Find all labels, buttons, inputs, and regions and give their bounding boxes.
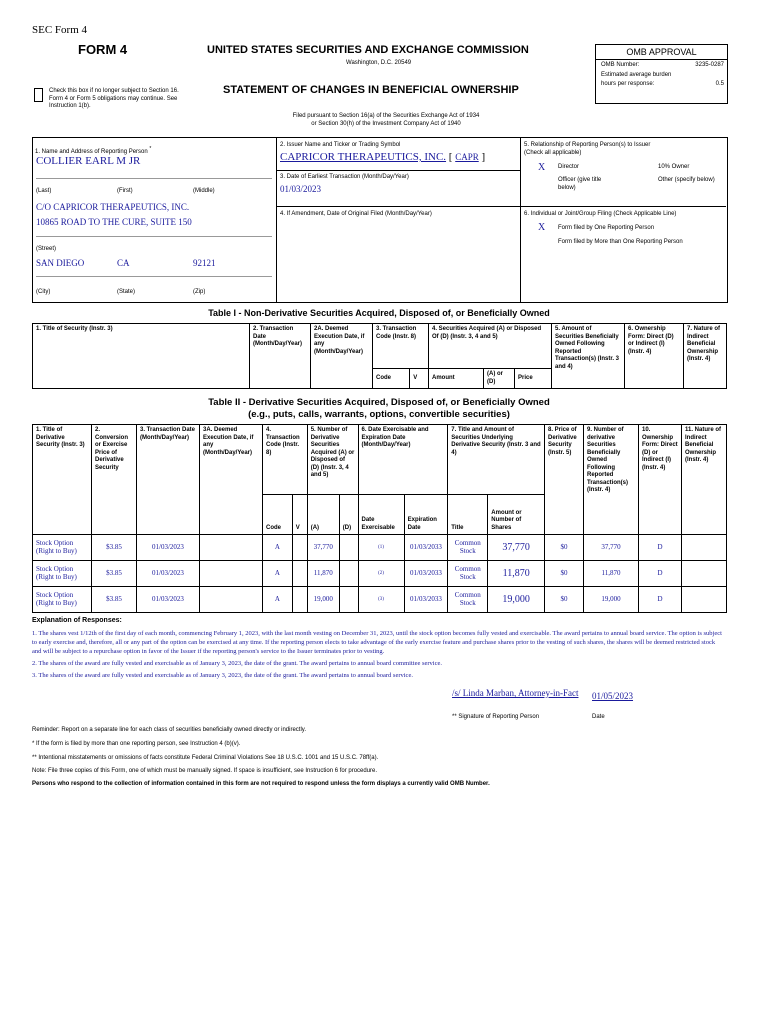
director-mark[interactable]: X [538, 162, 546, 173]
t1-h2: 2. Transaction Date (Month/Day/Year) [250, 324, 311, 389]
t1-code: Code [373, 369, 410, 389]
t2-r1-date: 01/03/2023 [137, 535, 200, 561]
t2-h1: 1. Title of Derivative Security (Instr. 3) [33, 425, 92, 535]
t2-expiration-date: Expiration Date [404, 495, 448, 535]
omb-number-row [596, 60, 727, 70]
t2-r3-date: 01/03/2023 [137, 587, 200, 613]
t2-r2-code: A [263, 561, 293, 587]
t2-r2-f10: D [639, 561, 682, 587]
signature: /s/ Linda Marban, Attorney-in-Fact [452, 688, 579, 698]
city-label: (City) [36, 289, 51, 295]
t2-r2-price: $3.85 [92, 561, 137, 587]
t2-r3-a: 19,000 [307, 587, 339, 613]
t2-h3: 3. Transaction Date (Month/Day/Year) [137, 425, 200, 535]
statement-title: STATEMENT OF CHANGES IN BENEFICIAL OWNERSHIP [223, 84, 519, 96]
box4-label: 4. If Amendment, Date of Original Filed (Month/Day/Year) [280, 211, 432, 217]
t2-r2-ex: (2) [358, 561, 404, 587]
t2-h8: 8. Price of Derivative Security (Instr. 5) [545, 425, 584, 535]
t2-r2-d [339, 561, 358, 587]
address-line-1: C/O CAPRICOR THERAPEUTICS, INC. [36, 202, 190, 212]
t2-r3-n9: 19,000 [584, 587, 639, 613]
t2-r2-exp: 01/03/2033 [404, 561, 448, 587]
t2-r3-v [292, 587, 307, 613]
t2-r2-v [292, 561, 307, 587]
t2-r2-a: 11,870 [307, 561, 339, 587]
sec-form-label: SEC Form 4 [32, 24, 88, 36]
t2-r3-price: $3.85 [92, 587, 137, 613]
commission-title: UNITED STATES SECURITIES AND EXCHANGE COMMISSION [207, 44, 529, 56]
table2 [32, 424, 727, 613]
footer-violations: ** Intentional misstatements or omissions of facts constitute Federal Criminal Violations See 18 U.S.C. 1001 and 15 U.S.C. 78ff(a). [32, 755, 379, 761]
t2-v: V [292, 495, 307, 535]
t2-title: Title [448, 495, 488, 535]
box5-label: 5. Relationship of Reporting Person(s) to Issuer [524, 142, 651, 148]
t2-r1-ut: Common Stock [448, 535, 488, 561]
footer-note: Note: File three copies of this Form, one of which must be manually signed. If space is insufficient, see Instruction 6 for procedure. [32, 768, 378, 774]
t2-r3-deemed [200, 587, 263, 613]
t2-h5: 5. Number of Derivative Securities Acquired (A) or Disposed of (D) (Instr. 3, 4 and 5) [307, 425, 358, 495]
form-title: FORM 4 [78, 42, 128, 57]
t1-h4: 4. Securities Acquired (A) or Disposed Of (D) (Instr. 3, 4 and 5) [429, 324, 552, 369]
filed-line-1: Filed pursuant to Section 16(a) of the Securities Exchange Act of 1934 [292, 113, 480, 119]
director-label: Director [558, 164, 580, 170]
table2-title-2: (e.g., puts, calls, warrants, options, convertible securities) [248, 409, 510, 420]
box2-label: 2. Issuer Name and Ticker or Trading Symbol [280, 142, 401, 148]
table-row [33, 561, 727, 587]
t2-h10: 10. Ownership Form: Direct (D) or Indirect (I) (Instr. 4) [639, 425, 682, 535]
t2-r2-f11 [682, 561, 727, 587]
t2-r3-exp: 01/03/2033 [404, 587, 448, 613]
t2-a: (A) [307, 495, 339, 535]
t2-r1-p8: $0 [545, 535, 584, 561]
filed-line-2: or Section 30(h) of the Investment Company Act of 1940 [311, 120, 461, 127]
box5-sublabel: (Check all applicable) [524, 150, 582, 156]
t2-r3-f11 [682, 587, 727, 613]
more-persons-label: Form filed by More than One Reporting Person [558, 239, 683, 245]
t2-date-exercisable: Date Exercisable [358, 495, 404, 535]
t2-r2-title: Stock Option (Right to Buy) [33, 561, 92, 587]
t1-h2a: 2A. Deemed Execution Date, if any (Month/Day/Year) [311, 324, 373, 389]
zip-value: 92121 [193, 258, 216, 268]
omb-number-value: 3235-0287 [695, 62, 724, 68]
omb-burden: Estimated average burden [601, 71, 672, 78]
t1-h3: 3. Transaction Code (Instr. 8) [373, 324, 429, 369]
table1-title: Table I - Non-Derivative Securities Acquired, Disposed of, or Beneficially Owned [208, 308, 550, 318]
table2-title-1: Table II - Derivative Securities Acquired, Disposed of, or Beneficially Owned [208, 397, 550, 408]
t2-r3-code: A [263, 587, 293, 613]
t2-r1-price: $3.85 [92, 535, 137, 561]
signature-date: 01/05/2023 [592, 691, 634, 701]
t2-r1-ex: (1) [358, 535, 404, 561]
t2-code: Code [263, 495, 293, 535]
t2-d: (D) [339, 495, 358, 535]
t2-r1-code: A [263, 535, 293, 561]
first-label: (First) [117, 188, 133, 194]
box3-label: 3. Date of Earliest Transaction (Month/Day/Year) [280, 174, 409, 180]
t2-amount-shares: Amount or Number of Shares [488, 495, 545, 535]
state-value: CA [117, 258, 130, 268]
t2-r1-f11 [682, 535, 727, 561]
t2-r3-f10: D [639, 587, 682, 613]
explanation-3: 3. The shares of the award are fully vested and exercisable as of January 3, 2023, the date of the grant. The award pertains to annual board service. [32, 672, 413, 679]
street-label: (Street) [36, 246, 57, 252]
ticker-symbol: CAPR [455, 152, 479, 162]
omb-hours-row [596, 79, 727, 89]
explanation-1: 1. The shares vest 1/12th of the first day of each month, commencing February 1, 2023, with the last month vesting on December 31, 2023, until the stock option becomes fully vested and exercisable. The award pertains to annual board service. The option is subject to early exercise and, therefore, all or any part of the option can be exercised at any time. If the reporting person elects to take advantage of the early exercise feature and purchase shares prior to the vesting of such shares, the shares will be deemed restricted stock and will be subject to a repurchase option in favor of the Issuer if the reporting person's service to the Issuer terminates prior to vesting. [32, 630, 722, 655]
t2-r2-date: 01/03/2023 [137, 561, 200, 587]
t2-r1-v [292, 535, 307, 561]
address-line-2: 10865 ROAD TO THE CURE, SUITE 150 [36, 217, 192, 227]
date-label: Date [592, 714, 605, 720]
t2-r3-ex: (3) [358, 587, 404, 613]
state-label: (State) [117, 289, 136, 295]
ticker-open: [ [448, 151, 453, 163]
ten-percent-owner-label: 10% Owner [658, 164, 690, 170]
table2-title [32, 397, 726, 421]
box6-label: 6. Individual or Joint/Group Filing (Check Applicable Line) [524, 211, 677, 217]
zip-label: (Zip) [193, 289, 206, 295]
t2-r3-p8: $0 [545, 587, 584, 613]
t2-r3-title: Stock Option (Right to Buy) [33, 587, 92, 613]
section16-checkbox[interactable] [34, 88, 43, 102]
one-person-mark[interactable]: X [538, 222, 546, 233]
t2-r3-ua: 19,000 [488, 587, 545, 613]
footer-multiple-persons: * If the form is filed by more than one reporting person, see Instruction 4 (b)(v). [32, 741, 241, 747]
one-person-label: Form filed by One Reporting Person [558, 225, 655, 231]
omb-title: OMB APPROVAL [596, 45, 727, 60]
earliest-transaction-date: 01/03/2023 [280, 184, 322, 194]
section16-text: Check this box if no longer subject to Section 16. Form 4 or Form 5 obligations may continue. See Instruction 1(b). [49, 88, 179, 109]
t1-h5: 5. Amount of Securities Beneficially Owned Following Reported Transaction(s) (Instr. 3 and 4) [552, 324, 625, 389]
filed-pursuant [268, 113, 504, 128]
t2-r2-deemed [200, 561, 263, 587]
table-row [33, 587, 727, 613]
t2-h7: 7. Title and Amount of Securities Underlying Derivative Security (Instr. 3 and 4) [448, 425, 545, 495]
t2-h4: 4. Transaction Code (Instr. 8) [263, 425, 308, 495]
t2-r2-p8: $0 [545, 561, 584, 587]
table-row [33, 535, 727, 561]
t2-r1-deemed [200, 535, 263, 561]
t2-r1-ua: 37,770 [488, 535, 545, 561]
box1-label: 1. Name and Address of Reporting Person * [35, 146, 152, 155]
t1-amount: Amount [429, 369, 484, 389]
issuer-name-text: CAPRICOR THERAPEUTICS, INC. [280, 151, 447, 163]
t2-r1-d [339, 535, 358, 561]
omb-hours-label: hours per response: [601, 81, 655, 87]
table1 [32, 323, 727, 389]
officer-label: Officer (give title below) [558, 177, 602, 191]
issuer-name [280, 151, 485, 163]
t1-h1: 1. Title of Security (Instr. 3) [33, 324, 250, 389]
t1-h6: 6. Ownership Form: Direct (D) or Indirect (I) (Instr. 4) [625, 324, 684, 389]
t2-r3-ut: Common Stock [448, 587, 488, 613]
city-value: SAN DIEGO [36, 258, 85, 268]
omb-hours-value: 0.5 [715, 81, 724, 87]
omb-approval-box [595, 44, 728, 104]
footer-reminder: Reminder: Report on a separate line for each class of securities beneficially owned directly or indirectly. [32, 727, 307, 733]
t2-h6: 6. Date Exercisable and Expiration Date (Month/Day/Year) [358, 425, 448, 495]
t2-h11: 11. Nature of Indirect Beneficial Ownership (Instr. 4) [682, 425, 727, 535]
last-label: (Last) [36, 188, 52, 194]
t2-r1-f10: D [639, 535, 682, 561]
t2-h3a: 3A. Deemed Execution Date, if any (Month/Day/Year) [200, 425, 263, 535]
other-label: Other (specify below) [658, 177, 715, 183]
explanation-title: Explanation of Responses: [32, 617, 122, 624]
t1-h7: 7. Nature of Indirect Beneficial Ownership (Instr. 4) [684, 324, 727, 389]
t2-r1-exp: 01/03/2033 [404, 535, 448, 561]
t1-a-or-d: (A) or (D) [484, 369, 515, 389]
reporting-person-name: COLLIER EARL M JR [36, 155, 141, 167]
t1-v: V [410, 369, 429, 389]
t2-r1-a: 37,770 [307, 535, 339, 561]
middle-label: (Middle) [193, 188, 215, 194]
t2-r2-n9: 11,870 [584, 561, 639, 587]
ticker-close: ] [481, 151, 486, 163]
t2-r2-ut: Common Stock [448, 561, 488, 587]
footer-omb-notice: Persons who respond to the collection of information contained in this form are not required to respond unless the form displays a currently valid OMB Number. [32, 781, 490, 787]
omb-number-label: OMB Number: [601, 62, 640, 68]
t2-h9: 9. Number of derivative Securities Beneficially Owned Following Reported Transaction(s) (Instr. 4) [584, 425, 639, 535]
t1-price: Price [515, 369, 552, 389]
signature-label: ** Signature of Reporting Person [452, 714, 540, 720]
t2-r3-d [339, 587, 358, 613]
t2-r1-n9: 37,770 [584, 535, 639, 561]
t2-h2: 2. Conversion or Exercise Price of Derivative Security [92, 425, 137, 535]
t2-r2-ua: 11,870 [488, 561, 545, 587]
t2-r1-title: Stock Option (Right to Buy) [33, 535, 92, 561]
commission-location: Washington, D.C. 20549 [346, 60, 412, 66]
explanation-2: 2. The shares of the award are fully vested and exercisable as of January 3, 2023, the date of the grant. The award pertains to annual board committee service. [32, 660, 443, 667]
